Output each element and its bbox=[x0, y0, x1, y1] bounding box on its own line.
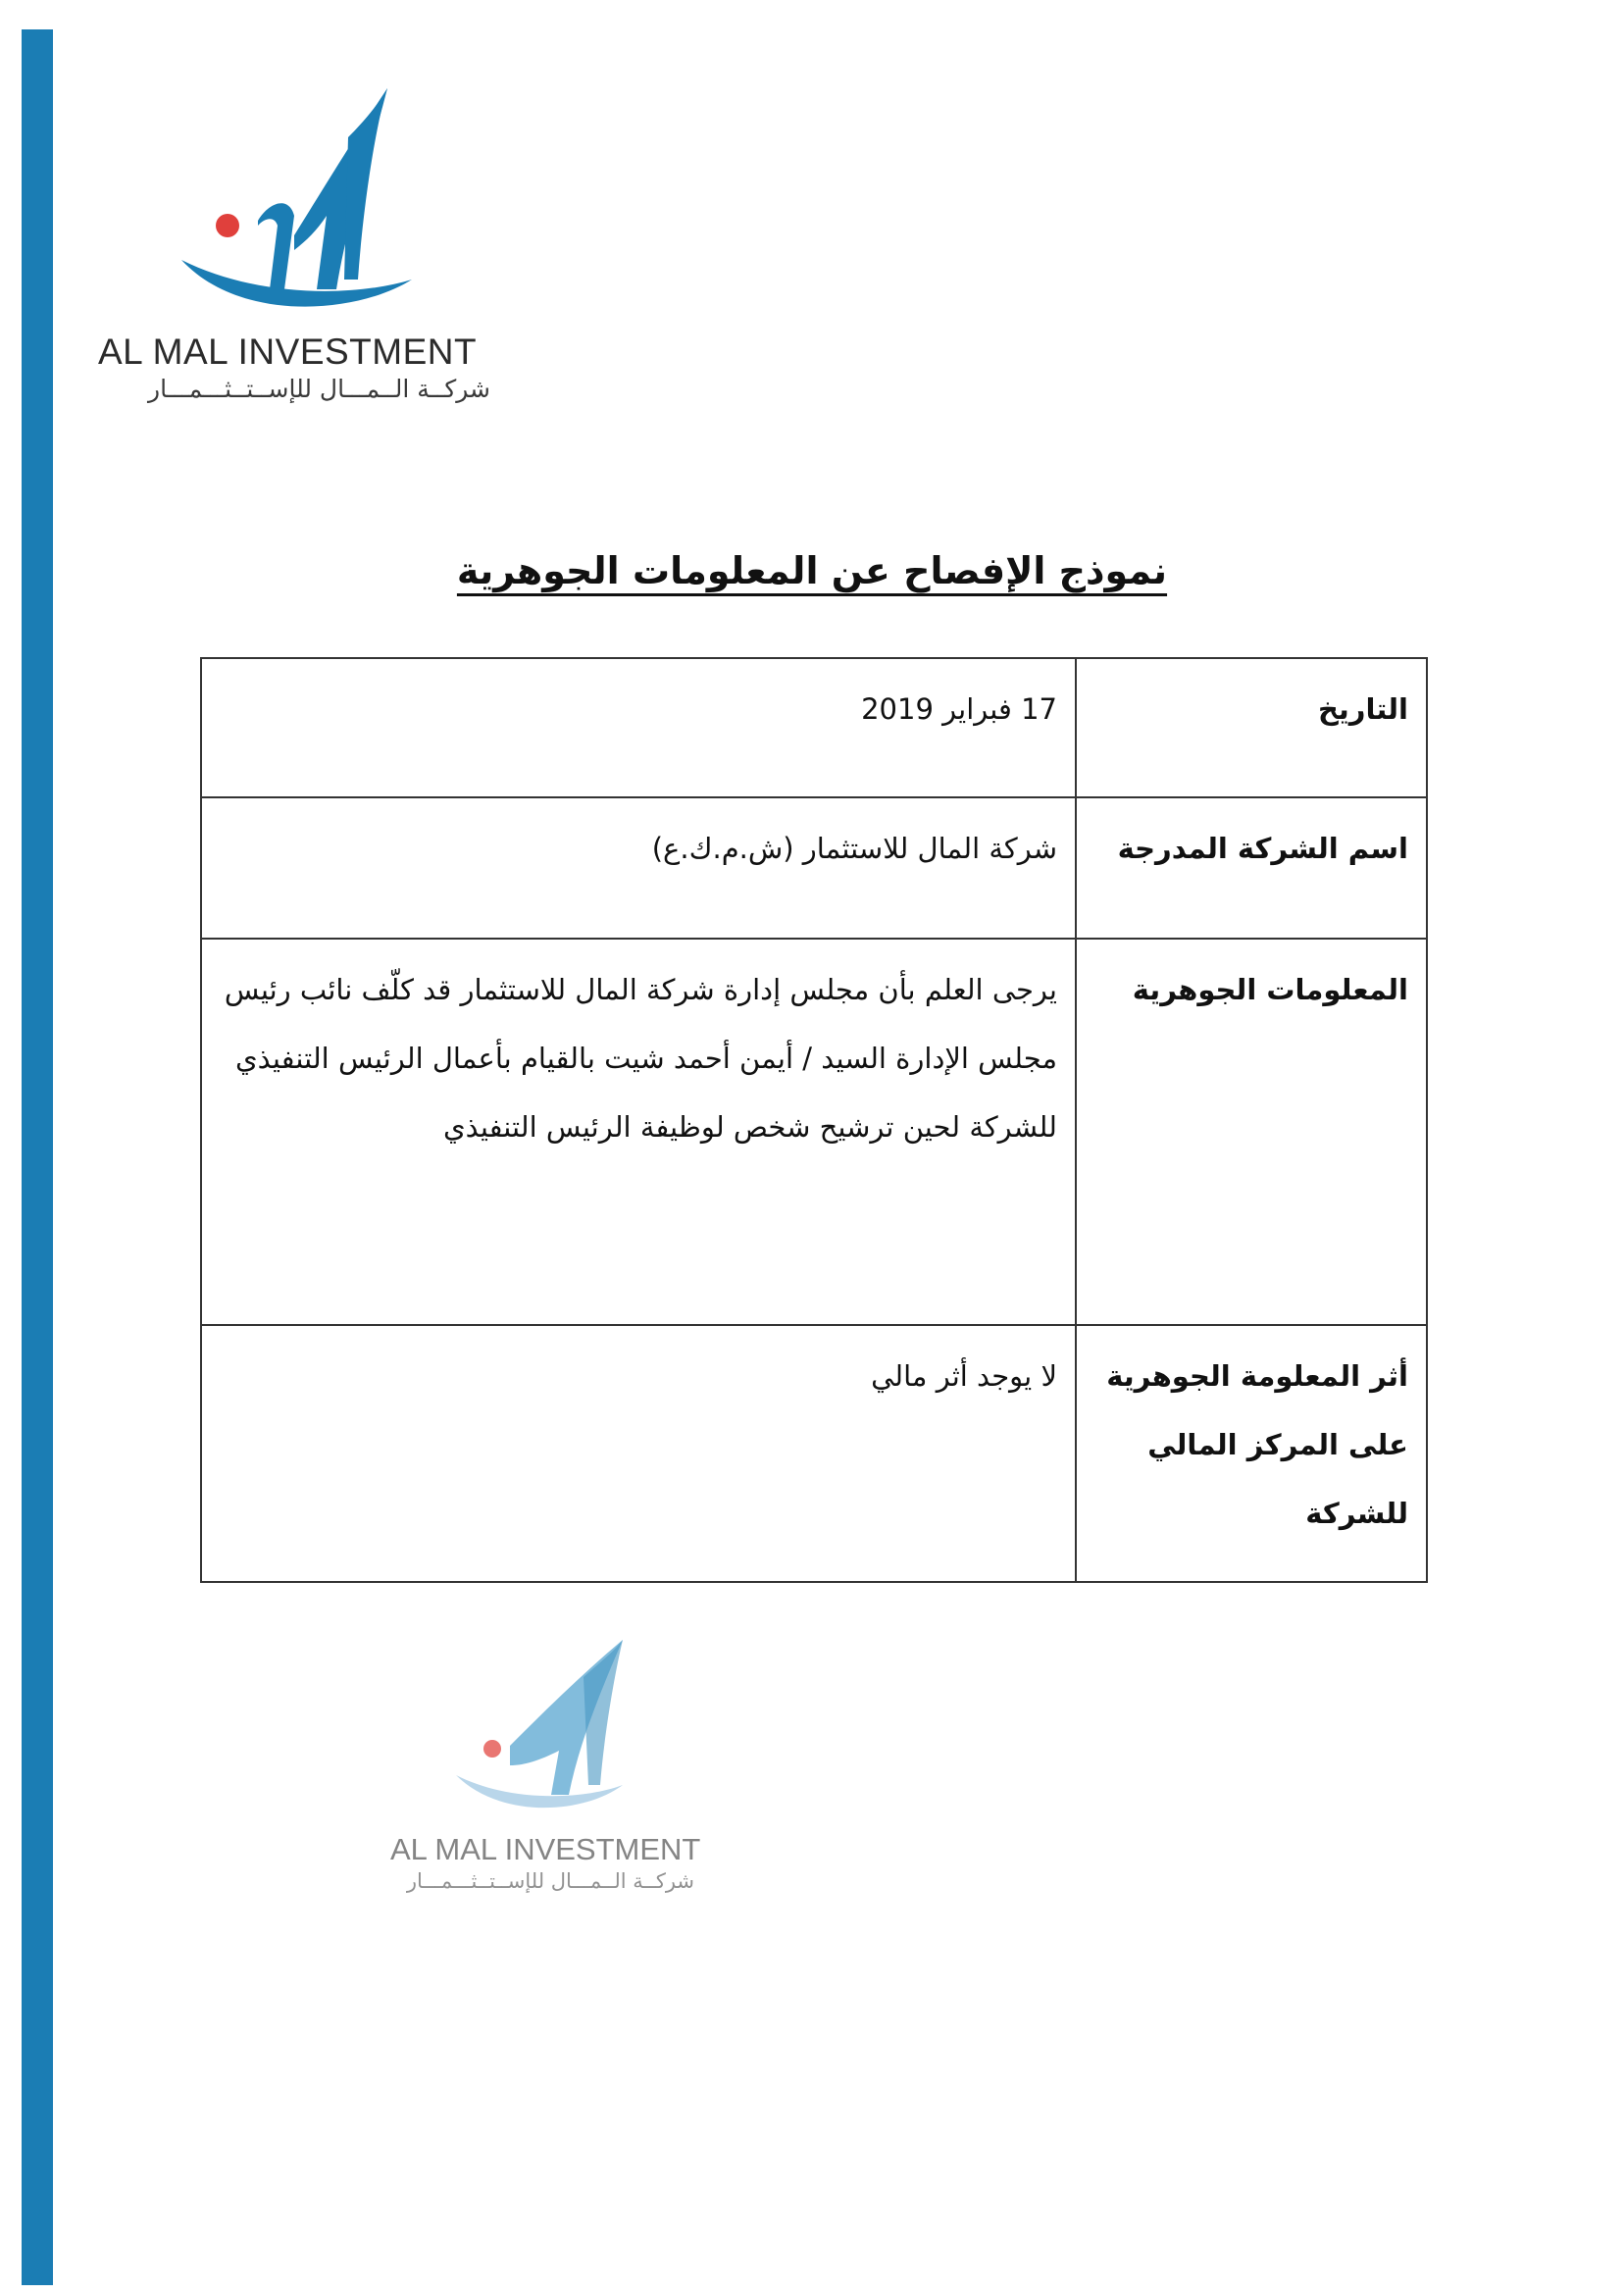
document-title-text: نموذج الإفصاح عن المعلومات الجوهرية bbox=[456, 549, 1168, 592]
row-label-financial-effect: أثر المعلومة الجوهرية على المركز المالي للشركة bbox=[1076, 1325, 1427, 1582]
logo-name-ar: شركــة الــمـــال للإســتــثـــمـــار bbox=[148, 375, 490, 403]
table-row bbox=[201, 658, 1427, 797]
table-row bbox=[201, 797, 1427, 939]
logo-name-en: AL MAL INVESTMENT bbox=[98, 331, 478, 372]
table-row bbox=[201, 939, 1427, 1325]
row-value-material-info: يرجى العلم بأن مجلس إدارة شركة المال للاستثمار قد كلّف نائب رئيس مجلس الإدارة السيد / أيمن أحمد شيت بالقيام بأعمال الرئيس التنفيذي للشركة لحين ترشيح شخص لوظيفة الرئيس التنفيذي bbox=[201, 939, 1076, 1325]
company-stamp bbox=[382, 1638, 716, 1912]
disclosure-table bbox=[200, 657, 1428, 1583]
logo-mark-icon bbox=[93, 78, 505, 333]
left-accent-bar bbox=[22, 29, 53, 2285]
stamp-mark-icon bbox=[382, 1638, 716, 1834]
stamp-name-en: AL MAL INVESTMENT bbox=[390, 1832, 701, 1866]
row-value-date: 17 فبراير 2019 bbox=[201, 658, 1076, 797]
document-title bbox=[0, 549, 1624, 592]
table-row bbox=[201, 1325, 1427, 1582]
stamp-name-ar: شركــة الــمـــال للإســتــثـــمـــار bbox=[406, 1869, 694, 1893]
company-logo bbox=[93, 78, 505, 412]
row-value-financial-effect: لا يوجد أثر مالي bbox=[201, 1325, 1076, 1582]
row-label-company: اسم الشركة المدرجة bbox=[1076, 797, 1427, 939]
row-value-company: شركة المال للاستثمار (ش.م.ك.ع) bbox=[201, 797, 1076, 939]
row-label-material-info: المعلومات الجوهرية bbox=[1076, 939, 1427, 1325]
row-label-date: التاريخ bbox=[1076, 658, 1427, 797]
